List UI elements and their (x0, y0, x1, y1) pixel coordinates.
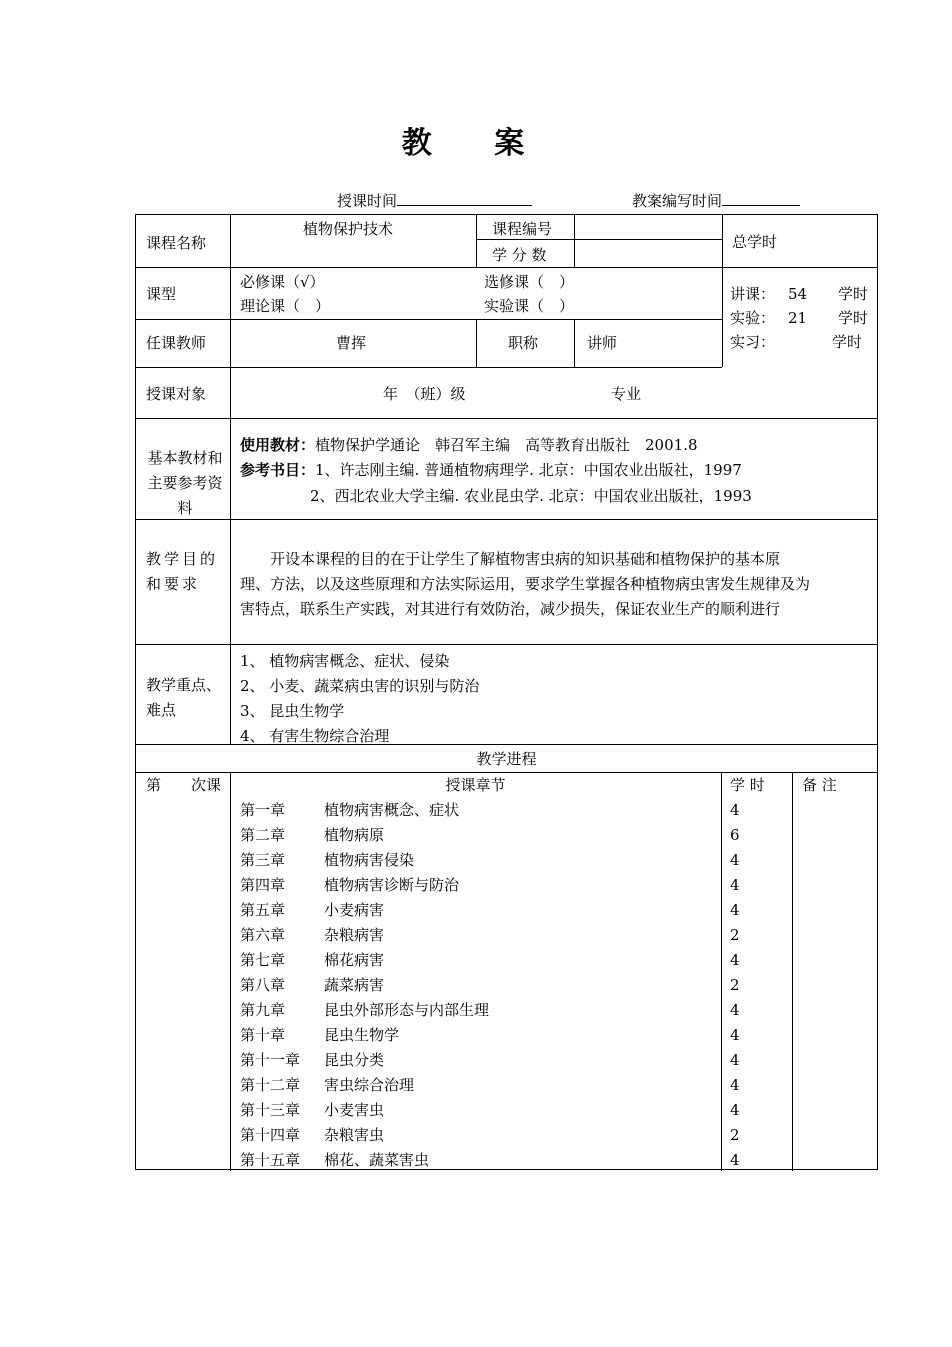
chapter-hours: 2 (730, 976, 740, 994)
chapter-name: 昆虫分类 (324, 1051, 385, 1069)
chapter-name: 植物病害诊断与防治 (324, 876, 460, 894)
chapter-name: 害虫综合治理 (324, 1076, 415, 1094)
chapter-hours: 4 (730, 1001, 740, 1019)
chapter-name: 小麦害虫 (324, 1101, 385, 1119)
chapter-hours: 4 (730, 1151, 740, 1169)
chapter-number: 第十一章 (240, 1051, 301, 1069)
chapter-number: 第七章 (240, 951, 286, 969)
lab-label: 实验： (730, 309, 776, 327)
chapter-number: 第二章 (240, 826, 286, 844)
chapter-number: 第八章 (240, 976, 286, 994)
lab-unit: 学时 (838, 309, 869, 327)
key-point-item: 1、 植物病害概念、症状、侵染 (240, 652, 450, 670)
hours-header: 学 时 (730, 776, 765, 794)
key-points-label: 教学重点、难点 (146, 676, 222, 719)
key-points-list (240, 649, 479, 749)
chapter-hours: 4 (730, 901, 740, 919)
chapter-hours: 4 (730, 876, 740, 894)
progress-heading: 教学进程 (476, 750, 537, 768)
chapter-name: 植物病害侵染 (324, 851, 415, 869)
chapter-number: 第十四章 (240, 1126, 301, 1144)
lecture-unit: 学时 (838, 285, 869, 303)
practice-label: 实习： (730, 333, 776, 351)
audience-label: 授课对象 (146, 385, 207, 403)
teach-time-label: 授课时间 (337, 192, 398, 210)
chapter-hours: 4 (730, 1026, 740, 1044)
reference-line-1 (240, 461, 742, 479)
chapter-number: 第十五章 (240, 1151, 301, 1169)
reference-1: 1、许志刚主编. 普通植物病理学. 北京：中国农业出版社，1997 (315, 461, 742, 479)
audience-major: 专业 (611, 385, 642, 403)
objectives-label: 教学目的和要求 (146, 550, 219, 593)
textbook-line (240, 436, 698, 454)
total-hours-label: 总学时 (732, 233, 778, 251)
chapter-number: 第六章 (240, 926, 286, 944)
rank-label: 职称 (508, 334, 539, 352)
rank-value: 讲师 (587, 334, 618, 352)
chapter-number: 第九章 (240, 1001, 286, 1019)
teach-time-field (337, 190, 532, 211)
textbook-label: 基本教材和主要参考资料 (147, 449, 223, 517)
chapter-hours: 4 (730, 1101, 740, 1119)
chapter-name: 植物病害概念、症状 (324, 801, 460, 819)
course-name-value: 植物保护技术 (303, 220, 394, 238)
objectives-line: 理、方法，以及这些原理和方法实际运用，要求学生掌握各种植物病虫害发生规律及为 (240, 575, 811, 593)
chapter-name: 小麦病害 (324, 901, 385, 919)
lecture-label: 讲课： (730, 285, 776, 303)
key-point-item: 3、 昆虫生物学 (240, 702, 345, 720)
teacher-value: 曹挥 (336, 334, 367, 352)
plan-time-label: 教案编写时间 (632, 192, 723, 210)
textbook-value: 植物保护学通论 韩召军主编 高等教育出版社 2001.8 (315, 436, 698, 454)
chapter-name: 棉花病害 (324, 951, 385, 969)
type-required: 必修课（√） (240, 273, 325, 291)
objectives-line: 开设本课程的目的在于让学生了解植物害虫病的知识基础和植物保护的基本原 (240, 550, 781, 568)
chapter-number: 第三章 (240, 851, 286, 869)
lesson-no-label: 第 次课 (146, 776, 222, 794)
chapter-hours: 4 (730, 951, 740, 969)
chapter-number: 第十二章 (240, 1076, 301, 1094)
chapter-hours: 4 (730, 1051, 740, 1069)
chapter-hours: 2 (730, 926, 740, 944)
objectives-line: 害特点，联系生产实践，对其进行有效防治，减少损失，保证农业生产的顺利进行 (240, 600, 781, 618)
chapter-hours: 6 (730, 826, 740, 844)
objectives-text (240, 547, 810, 622)
chapter-header: 授课章节 (445, 776, 506, 794)
chapter-name: 昆虫生物学 (324, 1026, 400, 1044)
chapter-name: 蔬菜病害 (324, 976, 385, 994)
reference-prefix: 参考书目： (240, 461, 316, 479)
remarks-header: 备 注 (802, 776, 837, 794)
course-name-label: 课程名称 (146, 234, 207, 252)
teacher-label: 任课教师 (146, 334, 207, 352)
credits-label: 学 分 数 (492, 246, 547, 264)
chapter-number: 第一章 (240, 801, 286, 819)
type-lab: 实验课（ ） (484, 297, 575, 315)
plan-time-field (632, 190, 800, 211)
document-title: 教 案 (401, 126, 551, 161)
chapter-hours: 4 (730, 801, 740, 819)
plan-time-blank (722, 190, 800, 206)
lab-hours: 21 (788, 309, 808, 327)
type-theory: 理论课（ ） (240, 297, 331, 315)
lecture-hours: 54 (788, 285, 808, 303)
lesson-plan-table (135, 214, 878, 1170)
course-type-label: 课型 (146, 285, 177, 303)
chapter-hours: 2 (730, 1126, 740, 1144)
chapter-name: 昆虫外部形态与内部生理 (324, 1001, 490, 1019)
chapter-name: 杂粮害虫 (324, 1126, 385, 1144)
textbook-prefix: 使用教材： (240, 436, 316, 454)
chapter-number: 第四章 (240, 876, 286, 894)
chapter-number: 第十章 (240, 1026, 286, 1044)
chapter-name: 植物病原 (324, 826, 385, 844)
audience-grade: 年 （班）级 (383, 385, 466, 403)
course-code-label: 课程编号 (492, 220, 553, 238)
type-elective: 选修课（ ） (484, 273, 575, 291)
chapter-number: 第五章 (240, 901, 286, 919)
key-point-item: 2、 小麦、蔬菜病虫害的识别与防治 (240, 677, 480, 695)
chapter-hours: 4 (730, 1076, 740, 1094)
teach-time-blank (397, 190, 532, 206)
key-point-item: 4、 有害生物综合治理 (240, 727, 390, 745)
chapter-number: 第十三章 (240, 1101, 301, 1119)
chapter-name: 杂粮病害 (324, 926, 385, 944)
chapter-hours: 4 (730, 851, 740, 869)
reference-2: 2、西北农业大学主编. 农业昆虫学. 北京：中国农业出版社，1993 (310, 487, 752, 505)
practice-unit: 学时 (832, 333, 863, 351)
chapter-name: 棉花、蔬菜害虫 (324, 1151, 430, 1169)
